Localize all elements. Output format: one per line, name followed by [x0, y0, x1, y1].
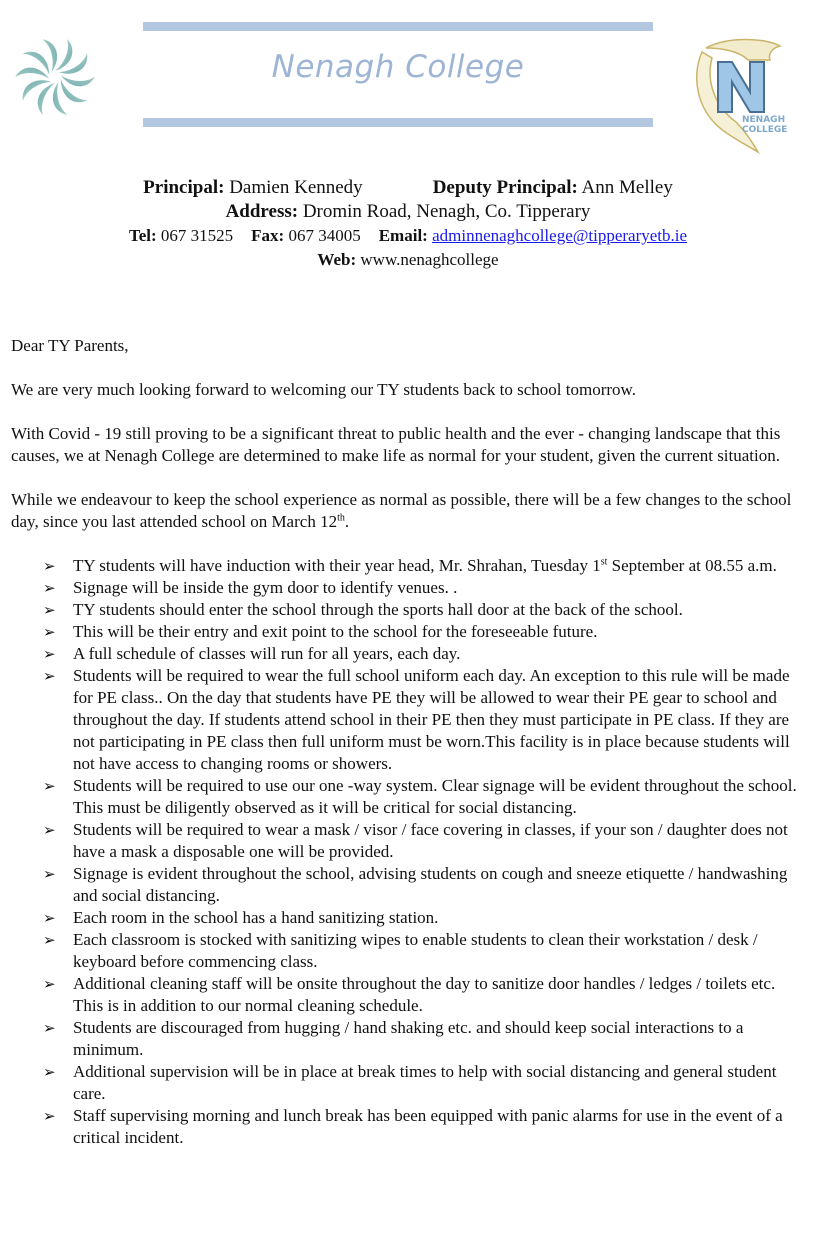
arrow-bullet-icon: ➢ — [43, 557, 56, 575]
bullet-item — [11, 863, 801, 907]
paragraph-changes-end: . — [344, 512, 350, 531]
bullet-item — [11, 775, 801, 819]
bullet-text: Students are discouraged from hugging / hand shaking etc. and should keep social interactions to a minimum. — [73, 1018, 744, 1059]
address-label: Address: — [225, 201, 299, 222]
paragraph-changes-sup: th — [337, 512, 345, 524]
tel-value: 067 31525 — [160, 226, 234, 245]
crest-logo-icon — [688, 34, 792, 154]
deputy-label: Deputy Principal: — [432, 177, 578, 198]
bullet-item — [11, 819, 801, 863]
web-line — [0, 248, 816, 272]
bullet-text: Students will be required to use our one -way system. Clear signage will be evident throughout the school. This must be diligently observed as it will be critical for social distancing. — [73, 776, 797, 817]
bullet-item — [11, 599, 801, 621]
swirl-logo-icon — [14, 36, 96, 118]
web-label: Web: — [317, 250, 357, 269]
crest-logo — [688, 34, 792, 154]
letter-body — [11, 335, 801, 1149]
bullet-text: Students will be required to wear the full school uniform each day. An exception to this rule will be made for PE class.. On the day that students have PE they will be allowed to wear their PE gear to school and throughout the day. If students attend school in their PE then they must participate in PE class. If they are not participating in PE class then full uniform must be worn.This facility is in place because students will not have access to changing rooms or showers. — [73, 666, 790, 773]
principal-name: Damien Kennedy — [229, 177, 363, 198]
arrow-bullet-icon: ➢ — [43, 1019, 56, 1037]
contact-block — [0, 176, 816, 272]
bullet-text: Staff supervising morning and lunch break has been equipped with panic alarms for use in the event of a critical incident. — [73, 1106, 783, 1147]
bullet-item — [11, 665, 801, 775]
tel-label: Tel: — [128, 226, 157, 245]
bullet-item — [11, 1061, 801, 1105]
principal-line — [0, 176, 816, 200]
arrow-bullet-icon: ➢ — [43, 623, 56, 641]
bullet-text: Signage is evident throughout the school, advising students on cough and sneeze etiquette / handwashing and social distancing. — [73, 864, 788, 905]
arrow-bullet-icon: ➢ — [43, 667, 56, 685]
bullet-text: Signage will be inside the gym door to identify venues. . — [73, 578, 458, 597]
arrow-bullet-icon: ➢ — [43, 645, 56, 663]
fax-label: Fax: — [251, 226, 285, 245]
arrow-bullet-icon: ➢ — [43, 777, 56, 795]
bullet-item — [11, 577, 801, 599]
paragraph-changes-text: While we endeavour to keep the school experience as normal as possible, there will be a few changes to the school day, since you last attended school on March 12 — [11, 490, 792, 531]
paragraph-changes — [11, 489, 801, 533]
bullet-text: TY students should enter the school through the sports hall door at the back of the school. — [73, 600, 683, 619]
bullet-item — [11, 1017, 801, 1061]
tel-fax-email-line — [0, 224, 816, 248]
crest-text-top: NENAGH — [742, 115, 786, 125]
address-line — [0, 200, 816, 224]
bullet-text: Each room in the school has a hand sanitizing station. — [73, 908, 439, 927]
deputy-name: Ann Melley — [581, 177, 673, 198]
crest-text-bottom: COLLEGE — [742, 125, 788, 135]
paragraph-covid: With Covid - 19 still proving to be a significant threat to public health and the ever - changing landscape that this causes, we at Nenagh College are determined to make life as normal for your student, given the current situation. — [11, 424, 781, 465]
bullet-text: Additional cleaning staff will be onsite throughout the day to sanitize door handles / ledges / toilets etc. This is in addition to our normal cleaning schedule. — [73, 974, 776, 1015]
salutation: Dear TY Parents, — [11, 336, 129, 355]
arrow-bullet-icon: ➢ — [43, 1107, 56, 1125]
bullet-item — [11, 907, 801, 929]
swirl-logo — [14, 36, 96, 118]
bullet-item — [11, 973, 801, 1017]
bullet-item — [11, 929, 801, 973]
arrow-bullet-icon: ➢ — [43, 909, 56, 927]
arrow-bullet-icon: ➢ — [43, 579, 56, 597]
arrow-bullet-icon: ➢ — [43, 821, 56, 839]
bullet-text: A full schedule of classes will run for all years, each day. — [73, 644, 461, 663]
header-banner — [143, 22, 653, 128]
bullet-item — [11, 1105, 801, 1149]
address-value: Dromin Road, Nenagh, Co. Tipperary — [302, 201, 591, 222]
college-name: Nenagh College — [271, 49, 525, 85]
bullet-list — [11, 555, 801, 1149]
paragraph-welcome: We are very much looking forward to welcoming our TY students back to school tomorrow. — [11, 380, 636, 399]
bullet-text: Each classroom is stocked with sanitizing wipes to enable students to clean their workstation / desk / keyboard before commencing class. — [73, 930, 758, 971]
bullet-item — [11, 621, 801, 643]
arrow-bullet-icon: ➢ — [43, 601, 56, 619]
bullet-item — [11, 555, 801, 577]
fax-value: 067 34005 — [288, 226, 361, 245]
arrow-bullet-icon: ➢ — [43, 931, 56, 949]
arrow-bullet-icon: ➢ — [43, 865, 56, 883]
arrow-bullet-icon: ➢ — [43, 975, 56, 993]
web-value: www.nenaghcollege — [360, 250, 499, 269]
banner-top-bar — [143, 22, 653, 31]
bullet-text: This will be their entry and exit point to the school for the foreseeable future. — [73, 622, 598, 641]
principal-label: Principal: — [143, 177, 225, 198]
bullet-text: TY students will have induction with their year head, Mr. Shrahan, Tuesday 1 — [73, 556, 601, 575]
email-label: Email: — [378, 226, 428, 245]
bullet-text-end: September at 08.55 a.m. — [607, 556, 777, 575]
banner-bottom-bar — [143, 118, 653, 127]
bullet-item — [11, 643, 801, 665]
email-link[interactable]: adminnenaghcollege@tipperaryetb.ie — [432, 226, 688, 245]
bullet-sup: st — [600, 556, 608, 568]
bullet-text: Students will be required to wear a mask / visor / face covering in classes, if your son / daughter does not have a mask a disposable one will be provided. — [73, 820, 788, 861]
arrow-bullet-icon: ➢ — [43, 1063, 56, 1081]
bullet-text: Additional supervision will be in place at break times to help with social distancing and general student care. — [73, 1062, 777, 1103]
